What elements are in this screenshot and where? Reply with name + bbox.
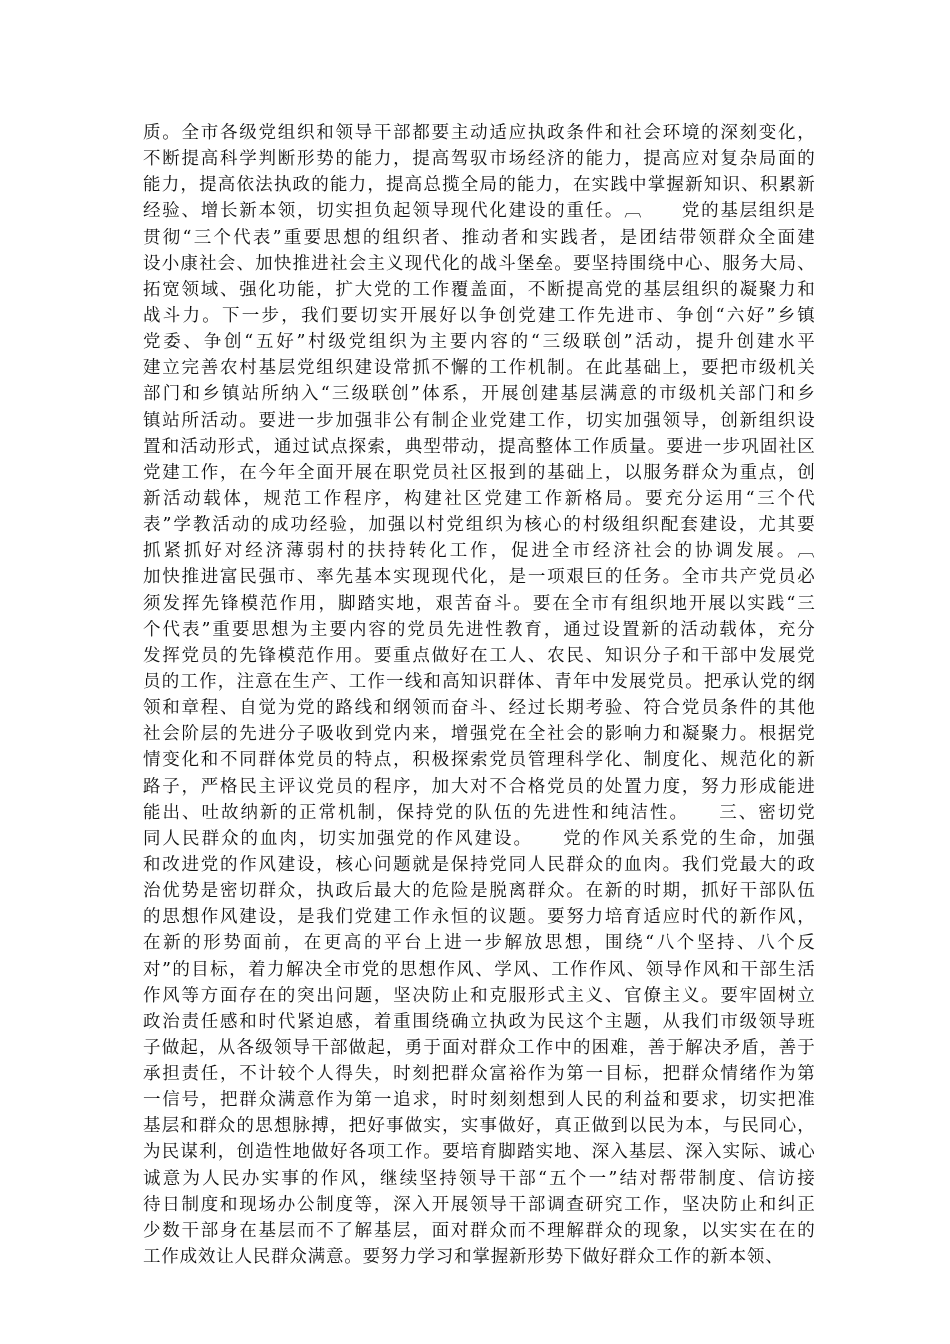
text-line: 在新的形势面前，在更高的平台上进一步解放思想，围绕“八个坚持、八个反	[143, 933, 818, 954]
text-line: 表”学教活动的成功经验，加强以村党组织为核心的村级组织配套建设，尤其要	[143, 515, 817, 536]
text-line: 治优势是密切群众，执政后最大的危险是脱离群众。在新的时期，抓好干部队伍	[143, 881, 817, 902]
text-line: 的思想作风建设，是我们党建工作永恒的议题。要努力培育适应时代的新作风，	[143, 907, 817, 928]
text-line: 新活动载体，规范工作程序，构建社区党建工作新格局。要充分运用“三个代	[143, 488, 818, 509]
text-line: 置和活动形式，通过试点探索，典型带动，提高整体工作质量。要进一步巩固社区	[143, 436, 816, 457]
text-line: 作风等方面存在的突出问题，坚决防止和克服形式主义、官僚主义。要牢固树立	[143, 985, 817, 1006]
text-line: 基层和群众的思想脉搏，把好事做实，实事做好，真正做到以民为本，与民同心，	[143, 1116, 816, 1137]
text-line: 同人民群众的血肉，切实加强党的作风建设。 党的作风关系党的生命，加强	[143, 828, 817, 849]
text-line: 镇站所活动。要进一步加强非公有制企业党建工作，切实加强领导，创新组织设	[143, 410, 817, 431]
text-line: 能力，提高依法执政的能力，提高总揽全局的能力，在实践中掌握新知识、积累新	[143, 175, 816, 196]
text-line: 子做起，从各级领导干部做起，勇于面对群众工作中的困难，善于解决矛盾，善于	[143, 1037, 816, 1058]
text-line: 拓宽领域、强化功能，扩大党的工作覆盖面，不断提高党的基层组织的凝聚力和	[143, 279, 817, 300]
text-line: 和改进党的作风建设，核心问题就是保持党同人民群众的血肉。我们党最大的政	[143, 854, 817, 875]
text-line: 承担责任，不计较个人得失，时刻把群众富裕作为第一目标，把群众情绪作为第	[143, 1064, 817, 1085]
text-line: 发挥党员的先锋模范作用。要重点做好在工人、农民、知识分子和干部中发展党	[143, 645, 817, 666]
text-line: 少数干部身在基层而不了解基层，面对群众而不理解群众的现象，以实实在在的	[143, 1220, 817, 1241]
text-line: 个代表”重要思想为主要内容的党员先进性教育，通过设置新的活动载体，充分	[143, 619, 817, 640]
body-text	[143, 120, 818, 1270]
text-line: 须发挥先锋模范作用，脚踏实地，艰苦奋斗。要在全市有组织地开展以实践“三	[143, 593, 817, 614]
text-line: 为民谋利，创造性地做好各项工作。要培育脚踏实地、深入基层、深入实际、诚心	[143, 1142, 816, 1163]
text-line: 党委、争创“五好”村级党组织为主要内容的“三级联创”活动，提升创建水平	[143, 332, 818, 353]
text-line: 诚意为人民办实事的作风，继续坚持领导干部“五个一”结对帮带制度、信访接	[143, 1168, 818, 1189]
text-line: 不断提高科学判断形势的能力，提高驾驭市场经济的能力，提高应对复杂局面的	[143, 149, 817, 170]
text-line: 质。全市各级党组织和领导干部都要主动适应执政条件和社会环境的深刻变化，	[143, 123, 817, 143]
text-line: 能出、吐故纳新的正常机制，保持党的队伍的先进性和纯洁性。 三、密切党	[143, 802, 817, 823]
text-line: 设小康社会、加快推进社会主义现代化的战斗堡垒。要坚持围绕中心、服务大局、	[143, 253, 816, 274]
text-line: 待日制度和现场办公制度等，深入开展领导干部调查研究工作，坚决防止和纠正	[143, 1194, 817, 1215]
text-line: 战斗力。下一步，我们要切实开展好以争创党建工作先进市、争创“六好”乡镇	[143, 305, 818, 326]
text-line: 情变化和不同群体党员的特点，积极探索党员管理科学化、制度化、规范化的新	[143, 750, 817, 771]
text-line: 抓紧抓好对经济薄弱村的扶持转化工作，促进全市经济社会的协调发展。︹	[143, 541, 818, 562]
text-line: 加快推进富民强市、率先基本实现现代化，是一项艰巨的任务。全市共产党员必	[143, 567, 817, 588]
text-line: 工作成效让人民群众满意。要努力学习和掌握新形势下做好群众工作的新本领、	[143, 1247, 784, 1268]
text-line: 建立完善农村基层党组织建设常抓不懈的工作机制。在此基础上，要把市级机关	[143, 358, 817, 379]
text-line: 党建工作，在今年全面开展在职党员社区报到的基础上，以服务群众为重点，创	[143, 462, 817, 483]
text-line: 员的工作，注意在生产、工作一线和高知识群体、青年中发展党员。把承认党的纲	[143, 671, 816, 692]
text-line: 经验、增长新本领，切实担负起领导现代化建设的重任。︹ 党的基层组织是	[143, 201, 817, 222]
text-line: 政治责任感和时代紧迫感，着重围绕确立执政为民这个主题，从我们市级领导班	[143, 1011, 817, 1032]
text-line: 一信号，把群众满意作为第一追求，时时刻刻想到人民的利益和要求，切实把准	[143, 1090, 817, 1111]
text-line: 领和章程、自觉为党的路线和纲领而奋斗、经过长期考验、符合党员条件的其他	[143, 698, 817, 719]
text-line: 社会阶层的先进分子吸收到党内来，增强党在全社会的影响力和凝聚力。根据党	[143, 724, 817, 745]
text-line: 部门和乡镇站所纳入“三级联创”体系，开展创建基层满意的市级机关部门和乡	[143, 384, 818, 405]
text-line: 贯彻“三个代表”重要思想的组织者、推动者和实践者，是团结带领群众全面建	[143, 227, 818, 248]
text-line: 对”的目标，着力解决全市党的思想作风、学风、工作作风、领导作风和干部生活	[143, 959, 817, 980]
text-line: 路子，严格民主评议党员的程序，加大对不合格党员的处置力度，努力形成能进	[143, 776, 817, 797]
